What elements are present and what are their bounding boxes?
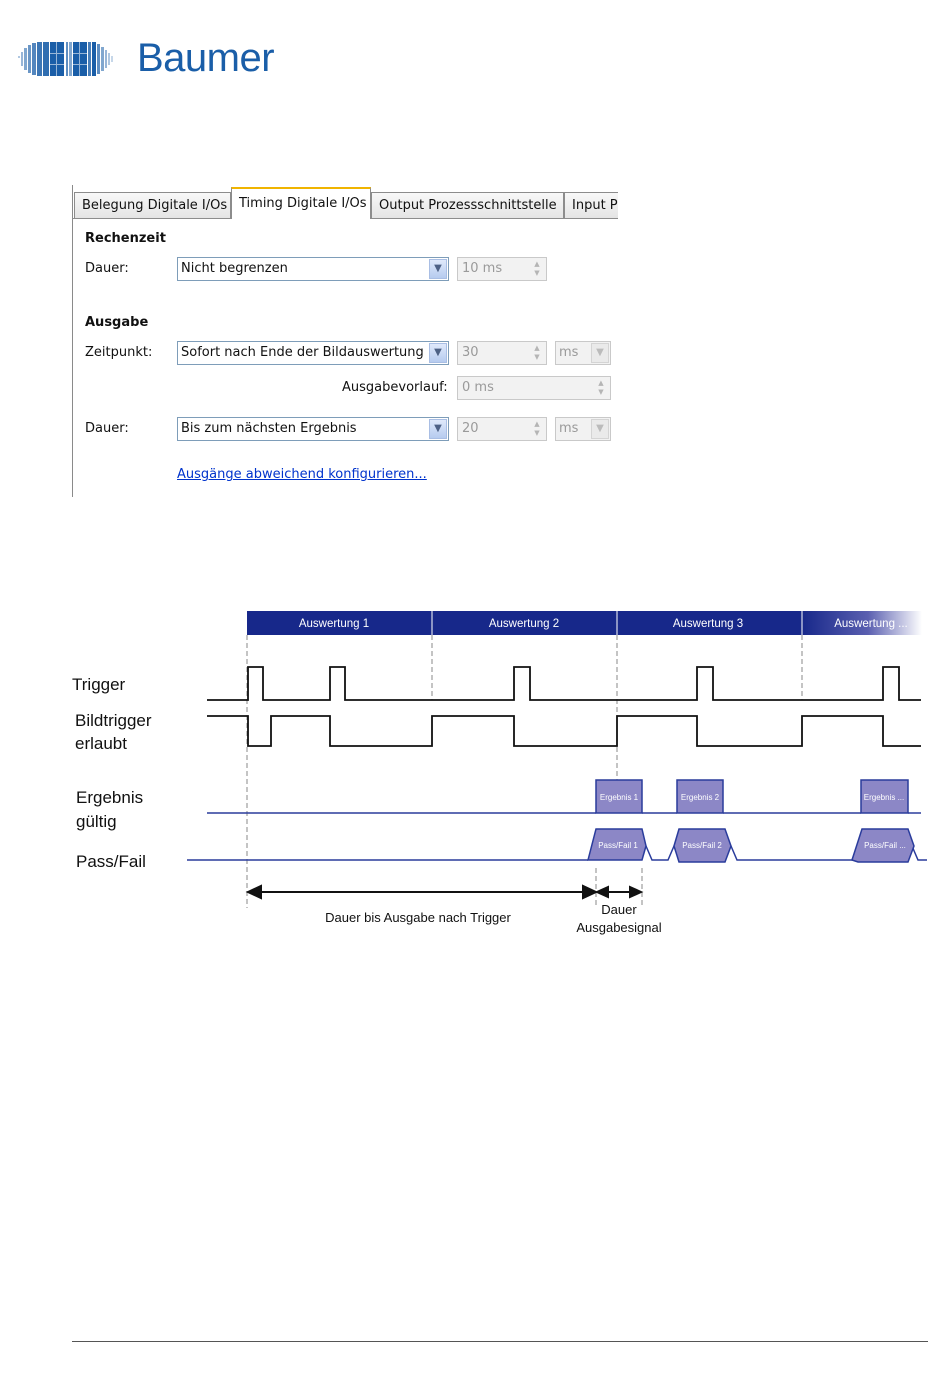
band-label-2: Auswertung 2 (488, 618, 560, 630)
brand-name: Baumer (137, 36, 275, 80)
annotation-dauer-bis-ausgabe: Dauer bis Ausgabe nach Trigger (325, 910, 511, 925)
ausgabe-dauer-label: Dauer: (85, 421, 129, 436)
trigger-waveform (207, 667, 921, 700)
arrow-right-icon (583, 886, 596, 898)
tab-belegung-digitale-ios[interactable]: Belegung Digitale I/Os (74, 192, 231, 218)
arrow-left-icon (248, 886, 261, 898)
ausgabe-zeitpunkt-value: Sofort nach Ende der Bildauswertung (181, 345, 424, 360)
chevron-down-icon[interactable]: ▼ (591, 419, 609, 439)
tab-input-prozessschnittstelle[interactable]: Input P (564, 192, 618, 218)
pass-fail-box-more-label: Pass/Fail ... (864, 841, 906, 850)
ausgabe-zeitpunkt-unit: ms (559, 345, 579, 360)
ausgabe-zeitpunkt-label: Zeitpunkt: (85, 345, 153, 360)
band-label-1: Auswertung 1 (298, 618, 370, 630)
timing-settings-panel (72, 185, 618, 497)
ausgabe-zeitpunkt-select[interactable] (177, 341, 449, 365)
rechenzeit-dauer-value: Nicht begrenzen (181, 261, 288, 276)
chevron-down-icon[interactable]: ▼ (429, 343, 447, 363)
chevron-down-icon[interactable]: ▼ (429, 259, 447, 279)
signal-label-erlaubt: erlaubt (75, 734, 127, 753)
ausgabe-dauer-value: Bis zum nächsten Ergebnis (181, 421, 357, 436)
signal-label-trigger: Trigger (72, 675, 126, 694)
timing-diagram (0, 600, 950, 945)
ausgabe-zeitpunkt-unit-select[interactable] (555, 341, 611, 365)
spin-arrows-icon[interactable]: ▲ ▼ (534, 420, 540, 437)
baumer-pixel-logo-icon (18, 42, 122, 76)
band-label-3: Auswertung 3 (672, 618, 744, 630)
tab-timing-digitale-ios[interactable]: Timing Digitale I/Os (231, 187, 371, 219)
signal-label-pass-fail: Pass/Fail (76, 852, 146, 871)
ausgabe-dauer-unit: ms (559, 421, 579, 436)
tab-output-prozessschnittstelle[interactable]: Output Prozessschnittstelle (371, 192, 564, 218)
ausgabe-heading: Ausgabe (85, 315, 149, 330)
arrow-left-icon (597, 887, 608, 897)
arrow-right-icon (630, 887, 641, 897)
rechenzeit-dauer-select[interactable] (177, 257, 449, 281)
ausgabe-dauer-unit-select[interactable] (555, 417, 611, 441)
ergebnis-box-2-label: Ergebnis 2 (680, 793, 720, 802)
bildtrigger-waveform (207, 716, 921, 746)
chevron-down-icon[interactable]: ▼ (429, 419, 447, 439)
ausgabe-zeitpunkt-spinner[interactable] (457, 341, 547, 365)
ausgaenge-konfigurieren-link[interactable]: Ausgänge abweichend konfigurieren... (177, 467, 427, 482)
signal-label-bildtrigger: Bildtrigger (75, 711, 152, 730)
band-label-more: Auswertung ... (834, 618, 908, 630)
ausgabevorlauf-label: Ausgabevorlauf: (342, 380, 448, 395)
signal-label-gueltig: gültig (76, 812, 117, 831)
annotation-ausgabesignal: Ausgabesignal (576, 920, 662, 935)
chevron-down-icon[interactable]: ▼ (591, 343, 609, 363)
spin-arrows-icon[interactable]: ▲ ▼ (598, 379, 604, 396)
ausgabevorlauf-value: 0 ms (462, 380, 494, 395)
rechenzeit-dauer-label: Dauer: (85, 261, 129, 276)
ausgabevorlauf-spinner[interactable] (457, 376, 611, 400)
ausgabe-dauer-number: 20 (462, 421, 479, 436)
rechenzeit-time-spinner[interactable] (457, 257, 547, 281)
rechenzeit-time-value: 10 ms (462, 261, 503, 276)
ergebnis-box-more-label: Ergebnis ... (863, 793, 905, 802)
spin-arrows-icon[interactable]: ▲ ▼ (534, 344, 540, 361)
signal-label-ergebnis: Ergebnis (76, 788, 144, 807)
ausgabe-zeitpunkt-number: 30 (462, 345, 479, 360)
rechenzeit-heading: Rechenzeit (85, 231, 166, 246)
ausgabe-dauer-select[interactable] (177, 417, 449, 441)
ergebnis-box-1-label: Ergebnis 1 (599, 793, 639, 802)
pass-fail-box-2-label: Pass/Fail 2 (682, 841, 722, 850)
spin-arrows-icon[interactable]: ▲ ▼ (534, 260, 540, 277)
pass-fail-box-1-label: Pass/Fail 1 (598, 841, 638, 850)
footer-rule (72, 1341, 928, 1342)
ausgabe-dauer-spinner[interactable] (457, 417, 547, 441)
annotation-dauer: Dauer (601, 902, 637, 917)
